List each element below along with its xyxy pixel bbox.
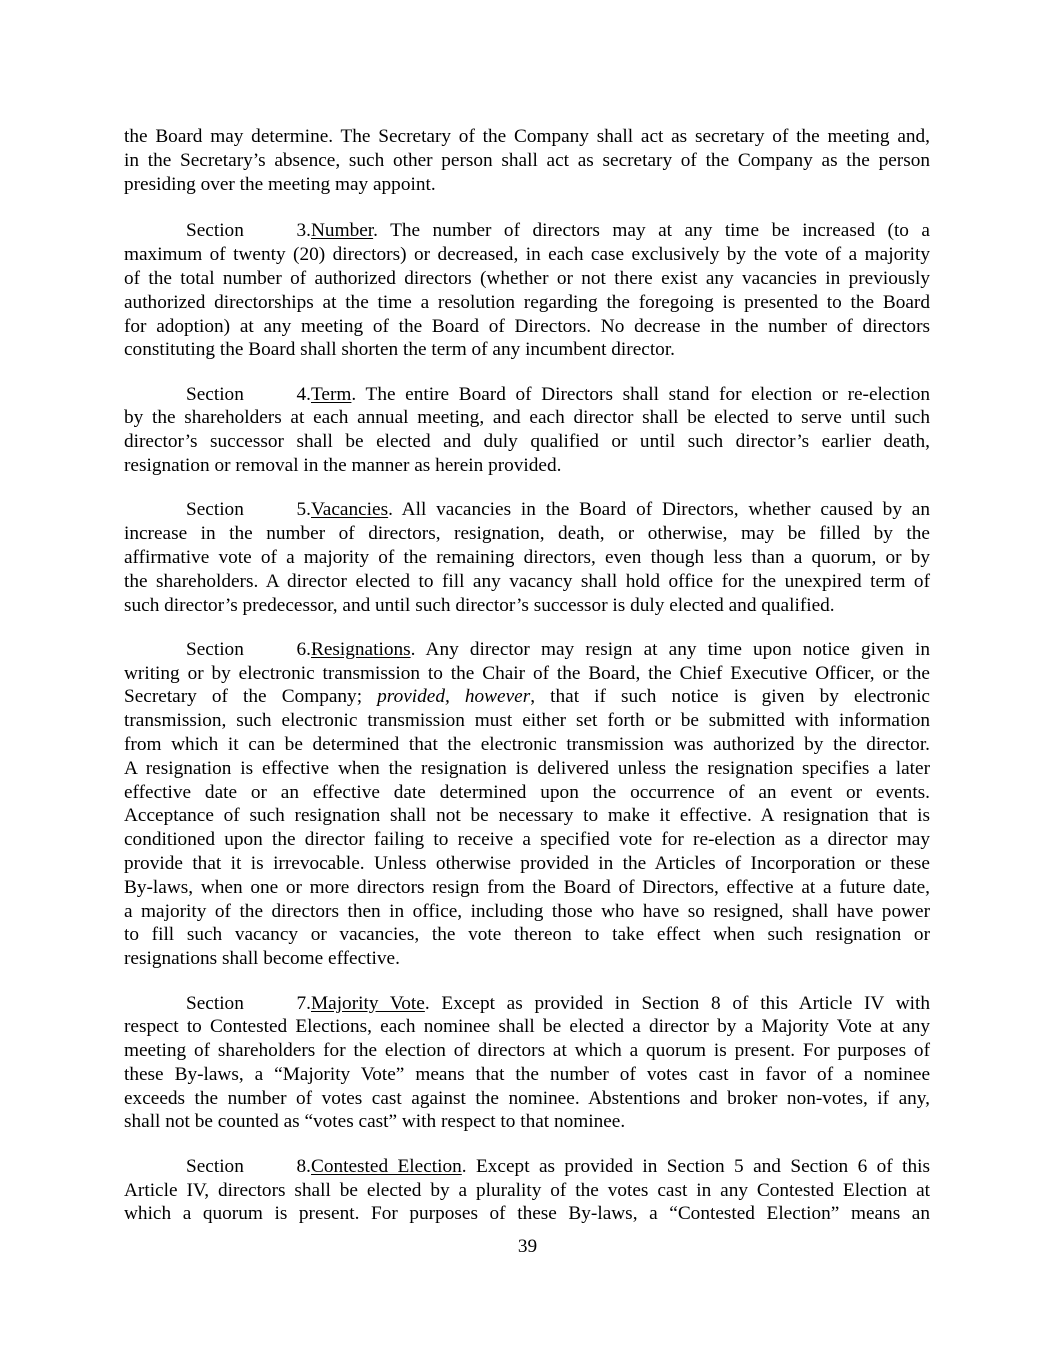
- section-number: Section 6.: [186, 638, 311, 660]
- text-line: Acceptance of such resignation shall not be necessary to make it effective. A resignation that is: [124, 805, 930, 827]
- section-heading: Resignations: [311, 638, 411, 660]
- text-line: By-laws, when one or more directors resign from the Board of Directors, effective at a future date,: [124, 876, 930, 898]
- section-heading: Vacancies: [311, 499, 389, 521]
- paragraph-continuation: [124, 125, 930, 196]
- section-6-paragraph: [124, 638, 930, 971]
- section-heading: Contested Election: [311, 1155, 462, 1177]
- text-line: the shareholders. A director elected to fill any vacancy shall hold office for the unexpired term of: [124, 570, 930, 592]
- section-number: Section 5.: [186, 499, 311, 521]
- text-line: which a quorum is present. For purposes of these By-laws, a “Contested Election” means an: [124, 1203, 930, 1225]
- text-line: constituting the Board shall shorten the term of any incumbent director.: [124, 339, 675, 361]
- page-number: 39: [517, 1236, 538, 1257]
- text-line: by the shareholders at each annual meeting, and each director shall be elected to serve until such: [124, 407, 930, 429]
- text-line: maximum of twenty (20) directors) or decreased, in each case exclusively by the vote of a majority: [124, 244, 930, 266]
- section-5-paragraph: [124, 498, 930, 617]
- section-heading: Number: [311, 220, 374, 242]
- text-line: effective date or an effective date determined upon the occurrence of an event or events.: [124, 781, 930, 803]
- text-line: transmission, such electronic transmission must either set forth or be submitted with information: [124, 710, 930, 732]
- section-3-paragraph: [124, 219, 930, 362]
- section-7-paragraph: [124, 992, 930, 1135]
- italic-text: provided, however: [377, 686, 531, 708]
- section-8-paragraph: [124, 1155, 930, 1226]
- text-line: Section 8.Contested Election. Except as provided in Section 5 and Section 6 of this: [124, 1155, 930, 1179]
- text-line: resignations shall become effective.: [124, 948, 400, 970]
- document-body: [124, 125, 930, 1247]
- text-line: Section 4.Term. The entire Board of Directors shall stand for election or re-election: [124, 383, 930, 407]
- text-line: in the Secretary’s absence, such other person shall act as secretary of the Company as the person: [124, 149, 930, 171]
- text-line: Section 7.Majority Vote. Except as provided in Section 8 of this Article IV with: [124, 992, 930, 1016]
- text-line: for adoption) at any meeting of the Board of Directors. No decrease in the number of directors: [124, 315, 930, 337]
- section-heading: Majority Vote: [311, 992, 425, 1014]
- text-line: Section 3.Number. The number of directors may at any time be increased (to a: [124, 219, 930, 243]
- text-line: authorized directorships at the time a resolution regarding the foregoing is presented to the Board: [124, 291, 930, 313]
- text-line: resignation or removal in the manner as herein provided.: [124, 455, 562, 477]
- text-line: provide that it is irrevocable. Unless otherwise provided in the Articles of Incorporation or these: [124, 853, 930, 875]
- text-line: presiding over the meeting may appoint.: [124, 173, 436, 195]
- section-heading: Term: [311, 383, 352, 405]
- section-number: Section 4.: [186, 383, 311, 405]
- text-line: director’s successor shall be elected and duly qualified or until such director’s earlier death,: [124, 431, 930, 453]
- text-line: exceeds the number of votes cast against the nominee. Abstentions and broker non-votes, if any,: [124, 1087, 930, 1109]
- text-line: of the total number of authorized directors (whether or not there exist any vacancies in previously: [124, 267, 930, 289]
- text-line: Section 6.Resignations. Any director may resign at any time upon notice given in: [124, 638, 930, 662]
- text-line: meeting of shareholders for the election of directors at which a quorum is present. For purposes of: [124, 1040, 930, 1062]
- text-line: the Board may determine. The Secretary of the Company shall act as secretary of the meeting and,: [124, 126, 930, 147]
- text-line: writing or by electronic transmission to the Chair of the Board, the Chief Executive Officer, or the: [124, 662, 930, 684]
- section-number: Section 7.: [186, 992, 311, 1014]
- text-line: shall not be counted as “votes cast” with respect to that nominee.: [124, 1111, 626, 1133]
- section-4-paragraph: [124, 383, 930, 478]
- text-line: from which it can be determined that the electronic transmission was authorized by the director.: [124, 734, 930, 756]
- text-line: Article IV, directors shall be elected by a plurality of the votes cast in any Contested Election at: [124, 1179, 930, 1201]
- section-number: Section 3.: [186, 220, 311, 242]
- text-line: a majority of the directors then in office, including those who have so resigned, shall have power: [124, 900, 930, 922]
- text-line: increase in the number of directors, resignation, death, or otherwise, may be filled by the: [124, 523, 930, 545]
- text-line: conditioned upon the director failing to receive a specified vote for re-election as a director may: [124, 829, 930, 851]
- text-line: respect to Contested Elections, each nominee shall be elected a director by a Majority Vote at any: [124, 1016, 930, 1038]
- text-line: affirmative vote of a majority of the remaining directors, even though less than a quorum, or by: [124, 546, 930, 568]
- section-number: Section 8.: [186, 1155, 311, 1177]
- text-line: such director’s predecessor, and until such director’s successor is duly elected and qualified.: [124, 594, 835, 616]
- text-line: Secretary of the Company; provided, however, that if such notice is given by electronic: [124, 686, 930, 708]
- text-line: A resignation is effective when the resignation is delivered unless the resignation specifies a later: [124, 757, 930, 779]
- text-line: Section 5.Vacancies. All vacancies in the Board of Directors, whether caused by an: [124, 498, 930, 522]
- text-line: these By-laws, a “Majority Vote” means that the number of votes cast in favor of a nominee: [124, 1063, 930, 1085]
- text-line: to fill such vacancy or vacancies, the vote thereon to take effect when such resignation or: [124, 924, 930, 946]
